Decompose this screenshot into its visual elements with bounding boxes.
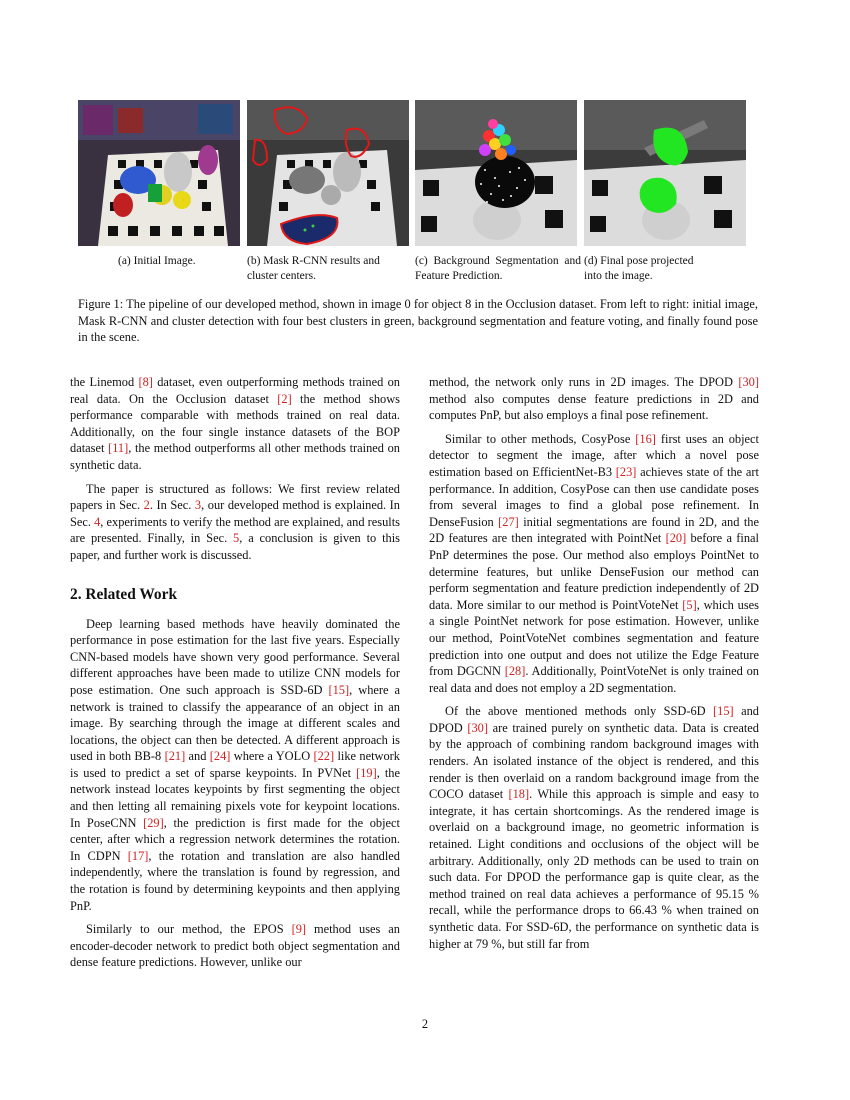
paragraph: The paper is structured as follows: We first review related papers in Sec. 2. In Sec. 3, our developed method is explained. In Sec. 4, experiments to verify the method are explained, and results are presented. Finally, in Sec. 5, a conclusion is given to this paper, and further work is discussed.	[70, 481, 401, 562]
citation-link[interactable]: [30]	[738, 375, 759, 389]
citation-link[interactable]: [17]	[127, 848, 149, 863]
paragraph: Deep learning based methods have heavily dominated the performance in pose estimation for the last five years. Especially CNN-based models have shown very good performance. Several different approaches have been made to utilize CNN models for pose estimation. One such approach is SSD-6D [15], where a network is trained to classify the appearance of an object in an image. By searching through the image at different scales and locations, the object can then be detected. A different approach is used in both BB-8 [21] and [24] where a YOLO [22] like network is used to predict a set of sparse keypoints. In PVNet [19], the network instead locates keypoints by first segmenting the object and then letting all remaining pixels vote for keypoint locations. In PoseCNN [29], the prediction is first made for the object center, after which a regression network determines the rotation. In CDPN [17], the rotation and translation are also handled independently, where the translation is found by regression, and the rotation is found by determining keypoints and then applying PnP.	[70, 616, 401, 913]
right-column	[429, 374, 759, 959]
section-link[interactable]: 2	[143, 498, 150, 513]
paragraph: Similar to other methods, CosyPose [16] first uses an object detector to segment the image, after which a novel pose estimation based on EfficientNet-B3 [23] achieves state of the art performance. In addition, CosyPose can then use candidate poses from several images to find a global pose refinement. In DenseFusion [27] initial segmentations are found in 2D, and the 2D features are then integrated with PointNet [20] before a final PnP determines the pose. Our method also employs PointNet to determine features, but unlike DenseFusion our method can perform segmentation and feature prediction independently of 2D data. More similar to our method is PointVoteNet [5], which uses a single PointNet network for pose estimation. However, unlike our method, PointVoteNet combines segmentation and feature prediction into one output and does not utilize the Edge Feature from DGCNN [28]. Additionally, PointVoteNet is only trained on real data and does not employ a 2D segmentation.	[429, 431, 759, 695]
subcaption-b: (b) Mask R-CNN results and cluster centers.	[247, 255, 380, 282]
subcaption-c: (c) Background Segmentation and Feature Prediction.	[415, 255, 581, 282]
citation-link[interactable]: [24]	[209, 749, 231, 764]
paragraph: Similarly to our method, the EPOS [9] method uses an encoder-decoder network to predict both object segmentation and dense feature predictions. However, unlike our	[70, 922, 401, 970]
citation-link[interactable]: [20]	[665, 531, 687, 546]
page-number: 2	[421, 1017, 429, 1031]
citation-link[interactable]: [28]	[504, 664, 526, 679]
citation-link[interactable]: [27]	[498, 514, 519, 529]
section-link[interactable]: 5	[233, 531, 240, 546]
citation-link[interactable]: [30]	[467, 720, 489, 735]
citation-link[interactable]: [15]	[328, 682, 350, 697]
paragraph: Of the above mentioned methods only SSD-6D [15] and DPOD [30] are trained purely on synthetic data. Data is created by the approach of combining random background images with renders. An isolated instance of the object is rendered, and this render is then overlaid on a random background image from the COCO dataset [18]. While this approach is simple and easy to integrate, it has certain shortcomings. As the rendered image is overlaid on a background image, no geometric information is retained. Light conditions and occlusions of the object will be arbitrary. Additionally, only 2D methods can be used to train on such data. For DPOD the performance gap is quite clear, as the method trained on real data achieves a performance of 95.15 % recall, while the performance drops to 66.43 % when trained on synthetic data. For SSD-6D, the performance on synthetic data is higher at 79 %, but still far from	[429, 704, 759, 951]
citation-link[interactable]: [5]	[682, 597, 697, 612]
left-column	[70, 374, 400, 978]
citation-link[interactable]: [11]	[108, 441, 129, 456]
citation-link[interactable]: [23]	[615, 464, 637, 479]
citation-link[interactable]: [19]	[356, 765, 377, 780]
citation-link[interactable]: [8]	[138, 375, 153, 389]
citation-link[interactable]: [15]	[713, 704, 734, 719]
citation-link[interactable]: [16]	[635, 431, 656, 446]
subcaption-d: (d) Final pose projected into the image.	[584, 255, 694, 282]
section-heading: 2. Related Work	[70, 585, 178, 603]
citation-link[interactable]: [9]	[291, 922, 307, 937]
figure-image-segmentation	[415, 100, 577, 246]
citation-link[interactable]: [22]	[313, 749, 335, 764]
citation-link[interactable]: [18]	[508, 787, 530, 802]
citation-link[interactable]: [2]	[277, 391, 292, 406]
figure-image-final-pose	[584, 100, 746, 246]
citation-link[interactable]: [21]	[164, 749, 186, 764]
section-link[interactable]: 4	[94, 514, 101, 529]
figure-image-initial	[78, 100, 240, 246]
figure-caption: Figure 1: The pipeline of our developed method, shown in image 0 for object 8 in the Occlusion dataset. From left to right: initial image, Mask R-CNN and cluster detection with four best clusters in green, background segmentation and feature voting, and finally found pose in the scene.	[78, 297, 758, 344]
figure-image-mask-rcnn	[247, 100, 409, 246]
subcaption-a: (a) Initial Image.	[118, 255, 196, 267]
paragraph: the Linemod [8] dataset, even outperforming methods trained on real data. On the Occlusion dataset [2] the method shows performance comparable with methods trained on real data. Additionally, on the four single instance datasets of the BOP dataset [11], the method outperforms all other methods trained on synthetic data.	[70, 375, 401, 472]
section-link[interactable]: 3	[194, 498, 202, 513]
paragraph: method, the network only runs in 2D images. The DPOD [30] method also computes dense feature predictions in 2D and computes PnP, but also employs a final pose refinement.	[429, 375, 759, 423]
citation-link[interactable]: [29]	[143, 815, 164, 830]
